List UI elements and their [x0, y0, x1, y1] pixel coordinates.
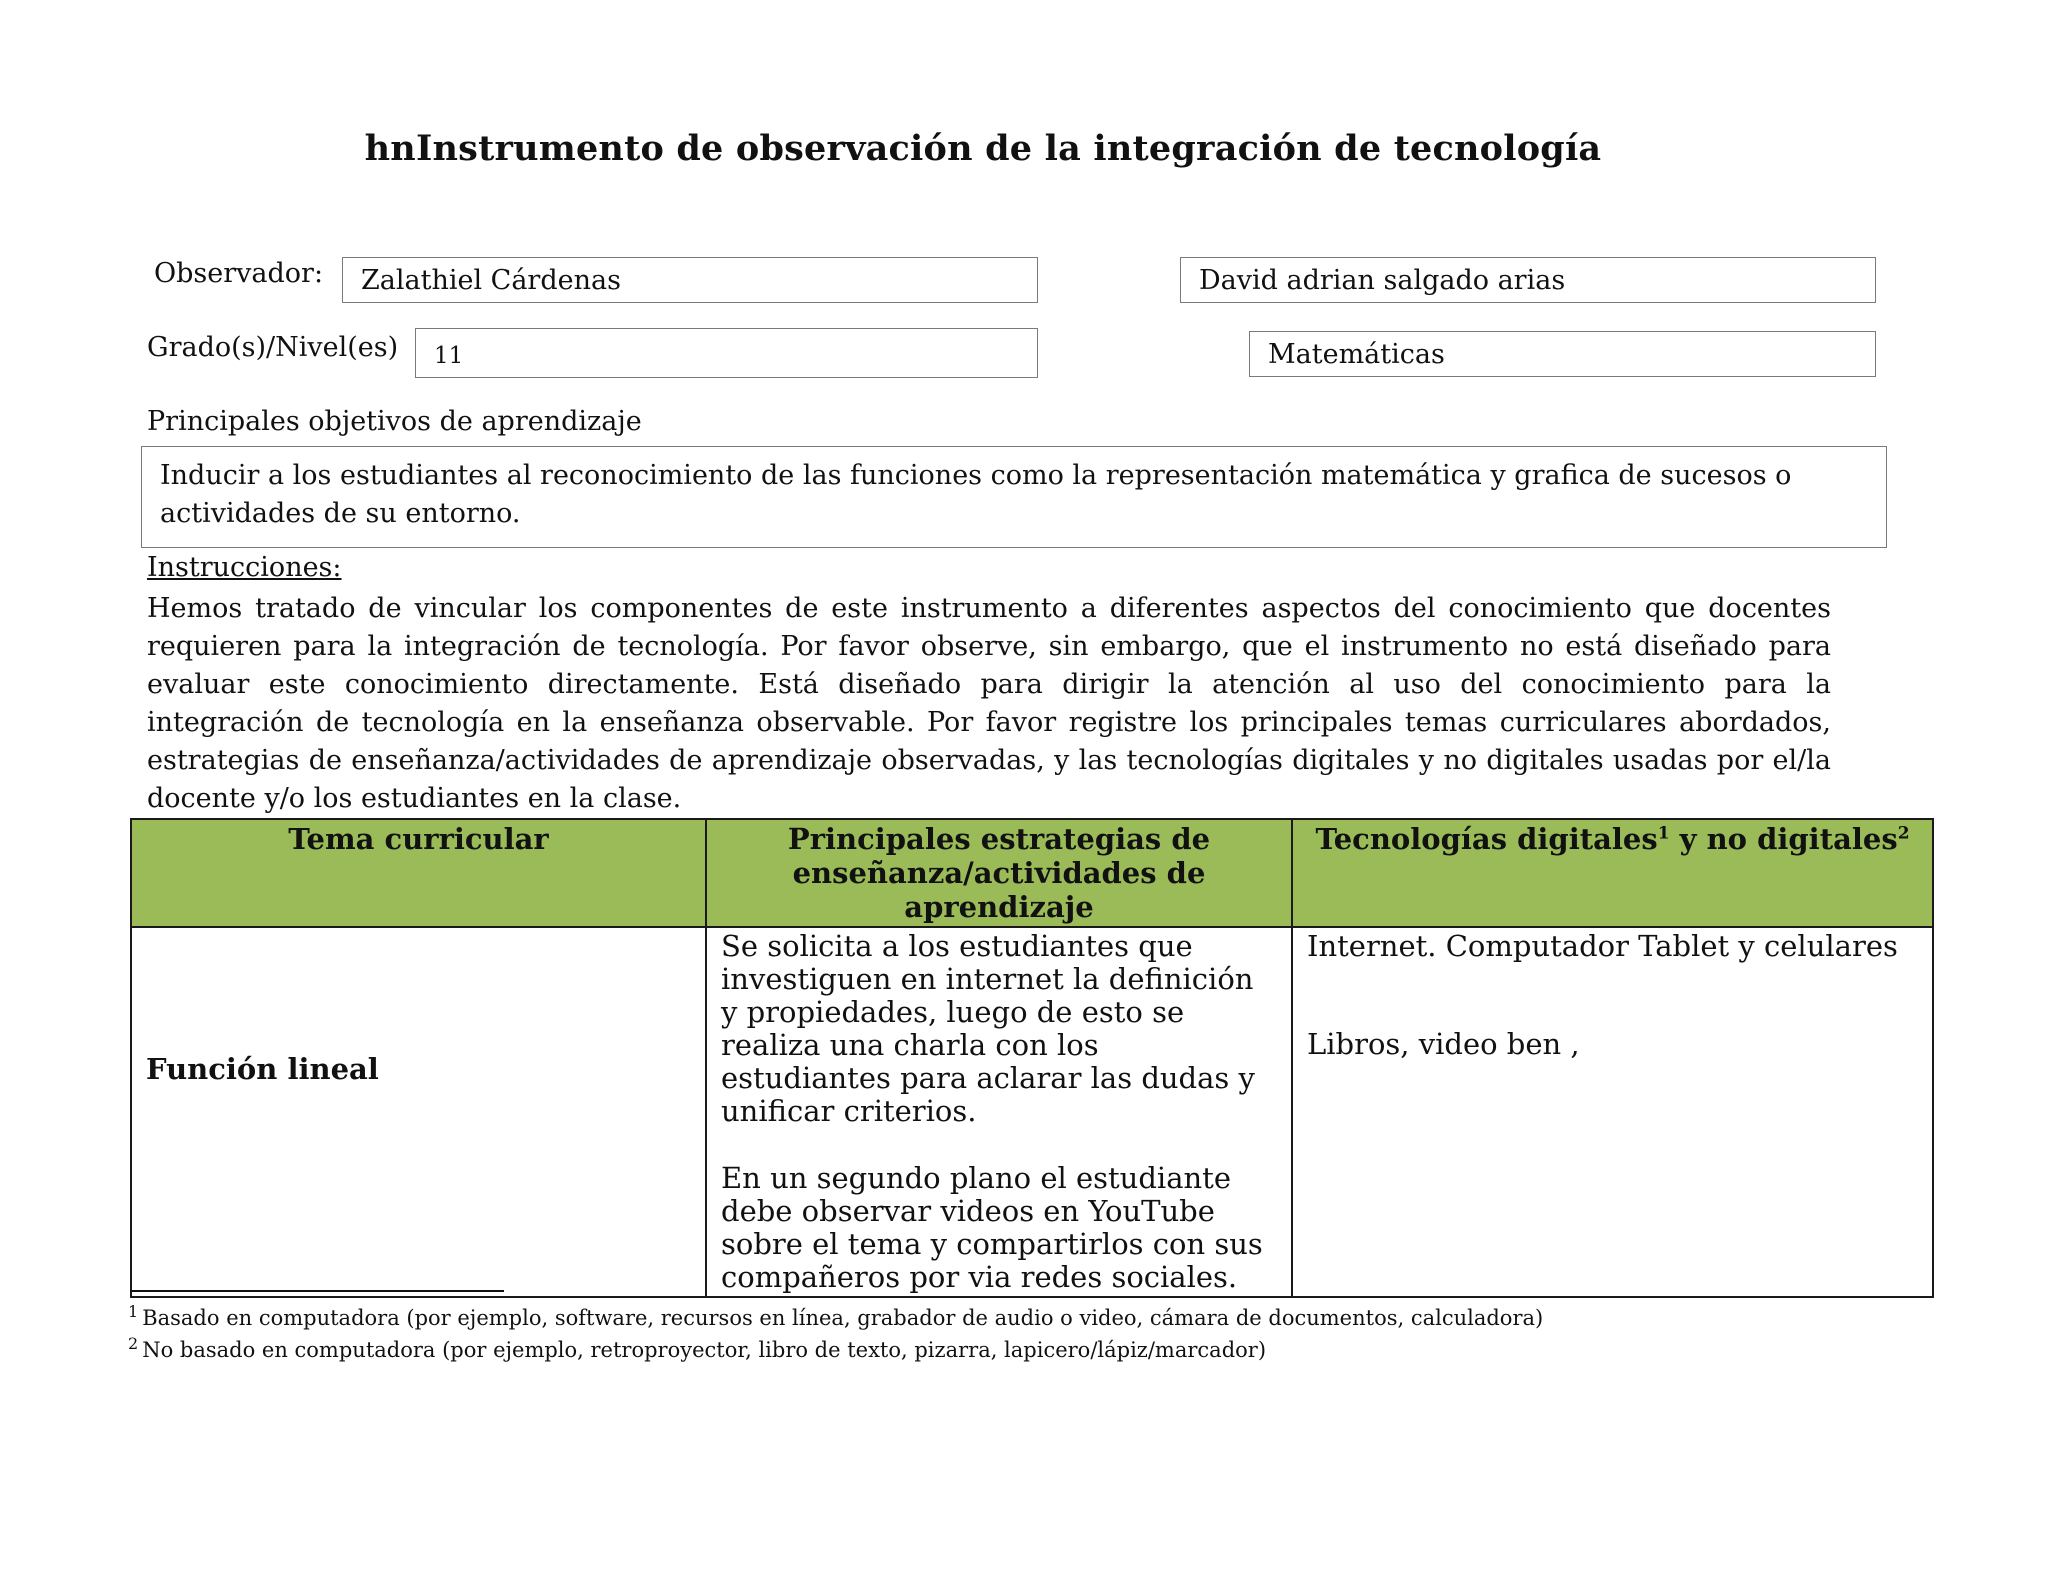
- objectives-label: Principales objetivos de aprendizaje: [147, 406, 642, 437]
- footnote-divider: [130, 1290, 504, 1292]
- grade-field[interactable]: 11: [415, 328, 1038, 378]
- strategy-paragraph-2: En un segundo plano el estudiante debe observar videos en YouTube sobre el tema y compartirlos con sus compañeros por via redes sociales.: [721, 1161, 1263, 1294]
- footnote-2: [128, 1334, 1267, 1362]
- table-header-row: [131, 819, 1933, 927]
- observation-table: [130, 818, 1934, 1298]
- instructions-text: Hemos tratado de vincular los componentes de este instrumento a diferentes aspectos del conocimiento que docentes requieren para la integración de tecnología. Por favor observe, sin embargo, que el instrumento no está diseñado para evaluar este conocimiento directamente. Está diseñado para dirigir la atención al uso del conocimiento para la integración de tecnología en la enseñanza observable. Por favor registre los principales temas curriculares abordados, estrategias de enseñanza/actividades de aprendizaje observadas, y las tecnologías digitales y no digitales usadas por el/la docente y/o los estudiantes en la clase.: [147, 593, 1831, 814]
- header-technologies-digital: Tecnologías digitales: [1315, 822, 1658, 856]
- subject-field[interactable]: Matemáticas: [1249, 331, 1876, 377]
- grade-label: Grado(s)/Nivel(es): [147, 332, 399, 363]
- header-strategies: Principales estrategias de enseñanza/actividades de aprendizaje: [706, 819, 1292, 927]
- page-title: hnInstrumento de observación de la integración de tecnología: [364, 128, 1602, 169]
- header-technologies-nondigital: y no digitales: [1669, 822, 1898, 856]
- table-row: [131, 927, 1933, 1297]
- objectives-field[interactable]: Inducir a los estudiantes al reconocimiento de las funciones como la representación matemática y grafica de sucesos o actividades de su entorno.: [141, 446, 1887, 548]
- footnote-1-number: 1: [128, 1302, 139, 1321]
- footnote-2-number: 2: [128, 1334, 139, 1353]
- header-technologies: [1292, 819, 1933, 927]
- footnote-1-text: Basado en computadora (por ejemplo, software, recursos en línea, grabador de audio o video, cámara de documentos, calculadora): [142, 1306, 1544, 1330]
- theme-text: Función lineal: [146, 1051, 379, 1086]
- teacher-field[interactable]: David adrian salgado arias: [1180, 257, 1876, 303]
- footnote-1: [128, 1302, 1544, 1330]
- footnote-ref-1[interactable]: 1: [1657, 823, 1670, 844]
- observer-field[interactable]: Zalathiel Cárdenas: [342, 257, 1038, 303]
- footnote-2-text: No basado en computadora (por ejemplo, retroproyector, libro de texto, pizarra, lapicero/lápiz/marcador): [142, 1338, 1267, 1362]
- cell-strategies[interactable]: [706, 927, 1292, 1297]
- cell-theme[interactable]: [131, 927, 706, 1297]
- tech-paragraph-2: Libros, video ben ,: [1307, 1027, 1580, 1061]
- instructions-label: Instrucciones:: [147, 552, 342, 583]
- observer-label: Observador:: [154, 258, 324, 289]
- cell-technologies[interactable]: [1292, 927, 1933, 1297]
- footnote-ref-2[interactable]: 2: [1897, 823, 1910, 844]
- tech-paragraph-1: Internet. Computador Tablet y celulares: [1307, 929, 1898, 963]
- header-curricular-theme: Tema curricular: [131, 819, 706, 927]
- strategy-paragraph-1: Se solicita a los estudiantes que investiguen en internet la definición y propiedades, luego de esto se realiza una charla con los estudiantes para aclarar las dudas y unificar criterios.: [721, 929, 1255, 1128]
